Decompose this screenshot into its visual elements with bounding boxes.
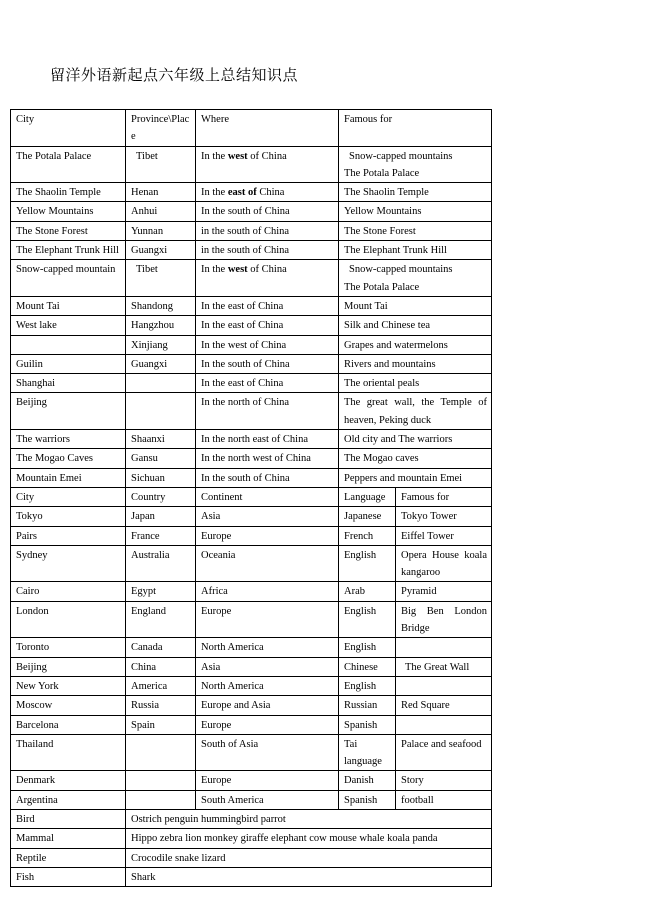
animal-row <box>11 829 492 848</box>
province-cell: Shaanxi <box>126 430 196 449</box>
city-cell: The Stone Forest <box>11 221 126 240</box>
country-cell: China <box>126 657 196 676</box>
famous-line: The Shaolin Temple <box>344 187 429 199</box>
language-cell: English <box>339 676 396 695</box>
city-cell: Snow-capped mountain <box>11 260 126 297</box>
where-cell: In the east of China <box>196 183 339 202</box>
city-cell: Pairs <box>11 526 126 545</box>
header-city: City <box>11 110 126 147</box>
country-cell: Spain <box>126 715 196 734</box>
famous-cell: football <box>396 790 492 809</box>
famous-cell: Tokyo Tower <box>396 507 492 526</box>
country-cell <box>126 771 196 790</box>
famous-cell <box>339 296 492 315</box>
continent-cell: Europe <box>196 601 339 638</box>
emphasis-text: west <box>227 150 248 162</box>
where-cell: In the west of China <box>196 260 339 297</box>
animal-items-cell: Crocodile snake lizard <box>126 848 492 867</box>
table-row <box>11 316 492 335</box>
famous-cell: Big Ben London Bridge <box>396 601 492 638</box>
where-cell: In the north of China <box>196 393 339 430</box>
city-cell: Beijing <box>11 393 126 430</box>
table-row <box>11 183 492 202</box>
famous-line: Old city and The warriors <box>344 434 453 446</box>
continent-cell: Europe <box>196 771 339 790</box>
city-cell: Moscow <box>11 696 126 715</box>
famous-cell <box>339 183 492 202</box>
header-famous-for: Famous for <box>339 110 492 147</box>
table-row <box>11 676 492 695</box>
table-row <box>11 526 492 545</box>
places-header-row <box>11 110 492 147</box>
animal-row <box>11 848 492 867</box>
famous-cell: Opera House koala kangaroo <box>396 545 492 582</box>
language-cell: Russian <box>339 696 396 715</box>
language-cell: Arab <box>339 582 396 601</box>
table-row <box>11 430 492 449</box>
city-cell: Shanghai <box>11 374 126 393</box>
animal-type-cell: Reptile <box>11 848 126 867</box>
famous-cell: Story <box>396 771 492 790</box>
city-cell: Guilin <box>11 354 126 373</box>
continent-cell: South of Asia <box>196 734 339 771</box>
where-cell: In the south of China <box>196 202 339 221</box>
continent-cell: South America <box>196 790 339 809</box>
country-cell: Japan <box>126 507 196 526</box>
where-cell: In the north west of China <box>196 449 339 468</box>
famous-cell <box>339 468 492 487</box>
table-row <box>11 771 492 790</box>
famous-cell <box>339 241 492 260</box>
header-city: City <box>11 487 126 506</box>
famous-line: Rivers and mountains <box>344 358 436 370</box>
city-cell: The warriors <box>11 430 126 449</box>
city-cell: Denmark <box>11 771 126 790</box>
country-cell: America <box>126 676 196 695</box>
continent-cell: Europe and Asia <box>196 696 339 715</box>
country-cell <box>126 734 196 771</box>
where-cell: In the west of China <box>196 335 339 354</box>
country-cell: Australia <box>126 545 196 582</box>
language-cell: Spanish <box>339 715 396 734</box>
city-cell: The Potala Palace <box>11 146 126 183</box>
famous-cell <box>339 221 492 240</box>
continent-cell: North America <box>196 676 339 695</box>
famous-cell <box>339 316 492 335</box>
knowledge-table <box>10 109 492 887</box>
continent-cell: Africa <box>196 582 339 601</box>
famous-line: The Stone Forest <box>344 225 416 237</box>
continent-cell: Asia <box>196 657 339 676</box>
table-row <box>11 393 492 430</box>
province-cell: Guangxi <box>126 241 196 260</box>
where-cell: In the south of China <box>196 354 339 373</box>
table-row <box>11 449 492 468</box>
animal-items-cell: Shark <box>126 867 492 886</box>
city-cell: Barcelona <box>11 715 126 734</box>
animal-type-cell: Fish <box>11 867 126 886</box>
city-cell: Mountain Emei <box>11 468 126 487</box>
famous-cell <box>339 335 492 354</box>
header-famous-for: Famous for <box>396 487 492 506</box>
city-cell: Cairo <box>11 582 126 601</box>
city-cell: The Mogao Caves <box>11 449 126 468</box>
continent-cell: Europe <box>196 715 339 734</box>
famous-cell: Eiffel Tower <box>396 526 492 545</box>
country-cell: Egypt <box>126 582 196 601</box>
where-cell: In the west of China <box>196 146 339 183</box>
famous-cell <box>396 638 492 657</box>
country-cell: France <box>126 526 196 545</box>
famous-cell: Pyramid <box>396 582 492 601</box>
animal-type-cell: Bird <box>11 809 126 828</box>
animal-items-cell: Hippo zebra lion monkey giraffe elephant cow mouse whale koala panda <box>126 829 492 848</box>
city-cell: New York <box>11 676 126 695</box>
table-row <box>11 715 492 734</box>
language-cell: English <box>339 638 396 657</box>
country-cell <box>126 790 196 809</box>
famous-cell <box>396 676 492 695</box>
emphasis-text: east of <box>227 187 257 199</box>
where-cell: in the south of China <box>196 221 339 240</box>
famous-line: The Mogao caves <box>344 453 419 465</box>
table-row <box>11 657 492 676</box>
where-cell: In the south of China <box>196 468 339 487</box>
famous-line: The great wall, the Temple of heaven, Peking duck <box>344 397 487 426</box>
province-cell: Guangxi <box>126 354 196 373</box>
where-cell: in the south of China <box>196 241 339 260</box>
header-where: Where <box>196 110 339 147</box>
page-title: 留洋外语新起点六年级上总结知识点 <box>50 66 299 84</box>
emphasis-text: west <box>227 264 248 276</box>
famous-cell <box>339 146 492 183</box>
famous-line: Grapes and watermelons <box>344 339 448 351</box>
table-row <box>11 241 492 260</box>
table-row <box>11 335 492 354</box>
country-cell: Russia <box>126 696 196 715</box>
city-cell: West lake <box>11 316 126 335</box>
table-row <box>11 146 492 183</box>
famous-line: The Elephant Trunk Hill <box>344 245 447 257</box>
table-row <box>11 202 492 221</box>
province-cell: Gansu <box>126 449 196 468</box>
famous-cell <box>339 430 492 449</box>
famous-line: The Potala Palace <box>344 281 420 293</box>
language-cell: Spanish <box>339 790 396 809</box>
province-cell <box>126 374 196 393</box>
header-continent: Continent <box>196 487 339 506</box>
header-language: Language <box>339 487 396 506</box>
famous-line: Yellow Mountains <box>344 206 422 218</box>
country-cell: Canada <box>126 638 196 657</box>
province-cell: Shandong <box>126 296 196 315</box>
table-row <box>11 734 492 771</box>
table-row <box>11 468 492 487</box>
table-row <box>11 221 492 240</box>
famous-line: Peppers and mountain Emei <box>344 472 463 484</box>
city-cell: Mount Tai <box>11 296 126 315</box>
table-row <box>11 545 492 582</box>
language-cell: English <box>339 545 396 582</box>
city-cell <box>11 335 126 354</box>
famous-line: Snow-capped mountains <box>349 150 453 162</box>
famous-line: Snow-capped mountains <box>349 264 453 276</box>
country-cell: England <box>126 601 196 638</box>
where-cell: In the north east of China <box>196 430 339 449</box>
table-row <box>11 696 492 715</box>
where-cell: In the east of China <box>196 296 339 315</box>
province-cell: Anhui <box>126 202 196 221</box>
province-cell: Sichuan <box>126 468 196 487</box>
table-row <box>11 582 492 601</box>
province-cell: Xinjiang <box>126 335 196 354</box>
city-cell: Toronto <box>11 638 126 657</box>
table-row <box>11 260 492 297</box>
province-cell: Yunnan <box>126 221 196 240</box>
famous-cell <box>339 202 492 221</box>
continent-cell: Asia <box>196 507 339 526</box>
header-country: Country <box>126 487 196 506</box>
famous-cell: The Great Wall <box>396 657 492 676</box>
continent-cell: Europe <box>196 526 339 545</box>
city-cell: London <box>11 601 126 638</box>
famous-cell <box>339 260 492 297</box>
province-cell <box>126 393 196 430</box>
table-row <box>11 374 492 393</box>
famous-cell <box>339 354 492 373</box>
city-cell: Thailand <box>11 734 126 771</box>
language-cell: Chinese <box>339 657 396 676</box>
language-cell: English <box>339 601 396 638</box>
table-row <box>11 790 492 809</box>
table-row <box>11 601 492 638</box>
famous-cell <box>396 715 492 734</box>
language-cell: Japanese <box>339 507 396 526</box>
city-cell: The Shaolin Temple <box>11 183 126 202</box>
city-cell: Yellow Mountains <box>11 202 126 221</box>
animal-type-cell: Mammal <box>11 829 126 848</box>
table-row <box>11 296 492 315</box>
header-province: Province\Place <box>126 110 196 147</box>
city-cell: Tokyo <box>11 507 126 526</box>
province-cell: Tibet <box>126 260 196 297</box>
table-row <box>11 638 492 657</box>
where-cell: In the east of China <box>196 374 339 393</box>
language-cell: Tai language <box>339 734 396 771</box>
continent-cell: North America <box>196 638 339 657</box>
famous-cell: Palace and seafood <box>396 734 492 771</box>
famous-cell: Red Square <box>396 696 492 715</box>
famous-line: Mount Tai <box>344 300 388 312</box>
animal-items-cell: Ostrich penguin hummingbird parrot <box>126 809 492 828</box>
countries-header-row <box>11 487 492 506</box>
famous-cell <box>339 449 492 468</box>
animal-row <box>11 867 492 886</box>
famous-cell <box>339 393 492 430</box>
famous-line: Silk and Chinese tea <box>344 320 431 332</box>
famous-line: The oriental peals <box>344 378 420 390</box>
province-cell: Tibet <box>126 146 196 183</box>
animal-row <box>11 809 492 828</box>
province-cell: Henan <box>126 183 196 202</box>
city-cell: Sydney <box>11 545 126 582</box>
famous-line: The Potala Palace <box>344 167 420 179</box>
language-cell: French <box>339 526 396 545</box>
province-cell: Hangzhou <box>126 316 196 335</box>
famous-cell <box>339 374 492 393</box>
table-row <box>11 354 492 373</box>
language-cell: Danish <box>339 771 396 790</box>
table-body <box>11 110 492 887</box>
city-cell: Argentina <box>11 790 126 809</box>
city-cell: The Elephant Trunk Hill <box>11 241 126 260</box>
table-row <box>11 507 492 526</box>
continent-cell: Oceania <box>196 545 339 582</box>
where-cell: In the east of China <box>196 316 339 335</box>
city-cell: Beijing <box>11 657 126 676</box>
